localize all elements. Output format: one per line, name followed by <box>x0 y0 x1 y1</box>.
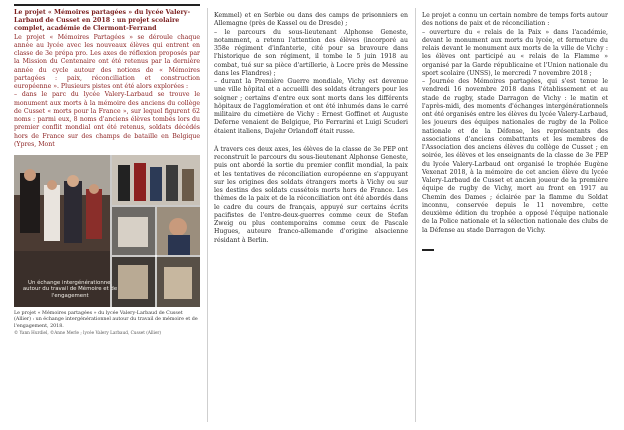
section-heading: Le projet « Mémoires partagées » du lycée Valery-Larbaud de Cusset en 2018 : un projet scolaire complet, académie de Clermont-Ferrand <box>14 9 191 33</box>
intro-paragraph: Le projet « Mémoires Partagées » se déroule chaque année au lycée avec les nouveaux élèves qui entrent en classe de 3e prépa pro. Les axes de réflexion proposés par la Mission du Centenaire ont été retenus par la dernière année du cycle autour des notions de « Mémoires partagées : paix, réconciliation et construction européenne ». Plusieurs pistes ont été alors explorées : <box>14 33 200 91</box>
column-divider <box>415 8 416 422</box>
paragraph: Le projet a connu un certain nombre de temps forts autour des notions de paix et de réconciliation : <box>422 12 608 28</box>
photo-credit: © Yann Hurdiel, ©Anne Merle ; lycée Valery Larbaud, Cusset (Allier) <box>14 329 162 335</box>
bullet-vichy-hospital: – durant la Première Guerre mondiale, Vichy est devenue une ville hôpital et a accueilli des soldats étrangers pour les soigner ; certains d'entre eux sont morts dans les différents hôpitaux de l'agglomération et ont été inhumés dans le carré militaire du cimetière de Vichy : Ernest Goffinet et Auguste Deferne venaient de Belgique, Pio Ferrarini et Luigi Scuderi étaient italiens, Dajehr Orlandoff était russe. <box>214 78 408 135</box>
heading-rule <box>14 4 200 6</box>
end-mark <box>422 249 434 251</box>
photo-collage <box>14 155 200 307</box>
bullet-geneste: – le parcours du sous-lieutenant Alphonse Geneste, notamment, a retenu l'attention des élèves (incorporé au 358e régiment d'infanterie, cité pour sa bravoure dans l'historique de son régiment, il tombe le 5 juin 1918 au combat, tué sur sa pièce d'artillerie, à Locre près de Messine dans les Flandres) ; <box>214 28 408 77</box>
bullet-monument: – dans le parc du lycée Valery-Larbaud se trouve le monument aux morts à la mémoire des anciens du collège de Cusset « morts pour la France », sur lequel figurent 62 noms : parmi eux, 8 noms d'anciens élèves tombés lors du premier conflit mondial ont été retenus, soldats décédés hors de France sur des champs de bataille en Belgique (Ypres, Mont <box>14 91 200 148</box>
photo-overlay-text: Un échange intergénérationnel autour du travail de Mémoire et de l'engagement <box>22 279 118 299</box>
photo-caption <box>14 311 200 337</box>
column-middle <box>214 12 408 245</box>
caption-text: Le projet « Mémoires partagées » du lycée Valery-Larbaud de Cusset (Allier) : un échange intergénérationnel autour du travail de mémoire et de l'engagement, 2018. <box>14 311 198 329</box>
column-left <box>14 0 200 337</box>
paragraph: À travers ces deux axes, les élèves de la classe de 3e PEP ont reconstruit le parcours du sous-lieutenant Alphonse Geneste, puis ont abordé la sortie du premier conflit mondial, la paix et les tentatives de réconciliation européenne en s'appuyant sur les origines des soldats étrangers morts à Vichy ou sur les destins des soldats cussétois morts hors de France. Les thèmes de la paix et de la réconciliation ont été abordés dans le cadre du cours de français, appuyé sur certains écrits pacifistes de l'entre-deux-guerres comme ceux de Stefan Zweig ou plus contemporains comme ceux de Pascale Hugues, auteure franco-allemande d'origine alsacienne résidant à Berlin. <box>214 145 408 244</box>
bullet-relais-paix: – ouverture du « relais de la Paix » dans l'académie, devant le monument aux morts du lycée, et fermeture du relais devant le monument aux morts de la ville de Vichy : les élèves ont participé au « relais de la Flamme » organisé par la Garde républicaine et l'Union nationale du sport scolaire (UNSS), le mercredi 7 novembre 2018 ; <box>422 28 608 77</box>
bullet-journee-memoires: – Journée des Mémoires partagées, qui s'est tenue le vendredi 16 novembre 2018 dans l'établissement et au stade de rugby, stade Darragon de Vichy : le matin et l'après-midi, des moments d'échanges intergénérationnels ont été organisés entre les élèves du lycée Valery-Larbaud, les joueurs des équipes nationales de rugby de la Police nationale et de la Défense, les représentants des associations d'anciens combattants et les membres de l'Association des anciens élèves du collège de Cusset ; en soirée, les élèves et les enseignants de la classe de 3e PEP du lycée Valery-Larbaud ont organisé le trophée Eugène Vexenat 2018, à la mémoire de cet ancien élève du lycée Valery-Larbaud de Cusset et ancien joueur de la première équipe de rugby de Vichy, mort au front en 1917 au Chemin des Dames ; éclairée par la flamme du Soldat inconnu, conservée depuis le 11 novembre, cette deuxième édition du trophée a opposé l'équipe nationale de la Police nationale et la sélection nationale des clubs de la Défense au stade Darragon de Vichy. <box>422 78 608 234</box>
paragraph: Kemmel) et en Serbie ou dans des camps de prisonniers en Allemagne (près de Kassel ou de Dresde) ; <box>214 12 408 28</box>
column-right <box>422 12 608 251</box>
column-divider <box>207 8 208 422</box>
